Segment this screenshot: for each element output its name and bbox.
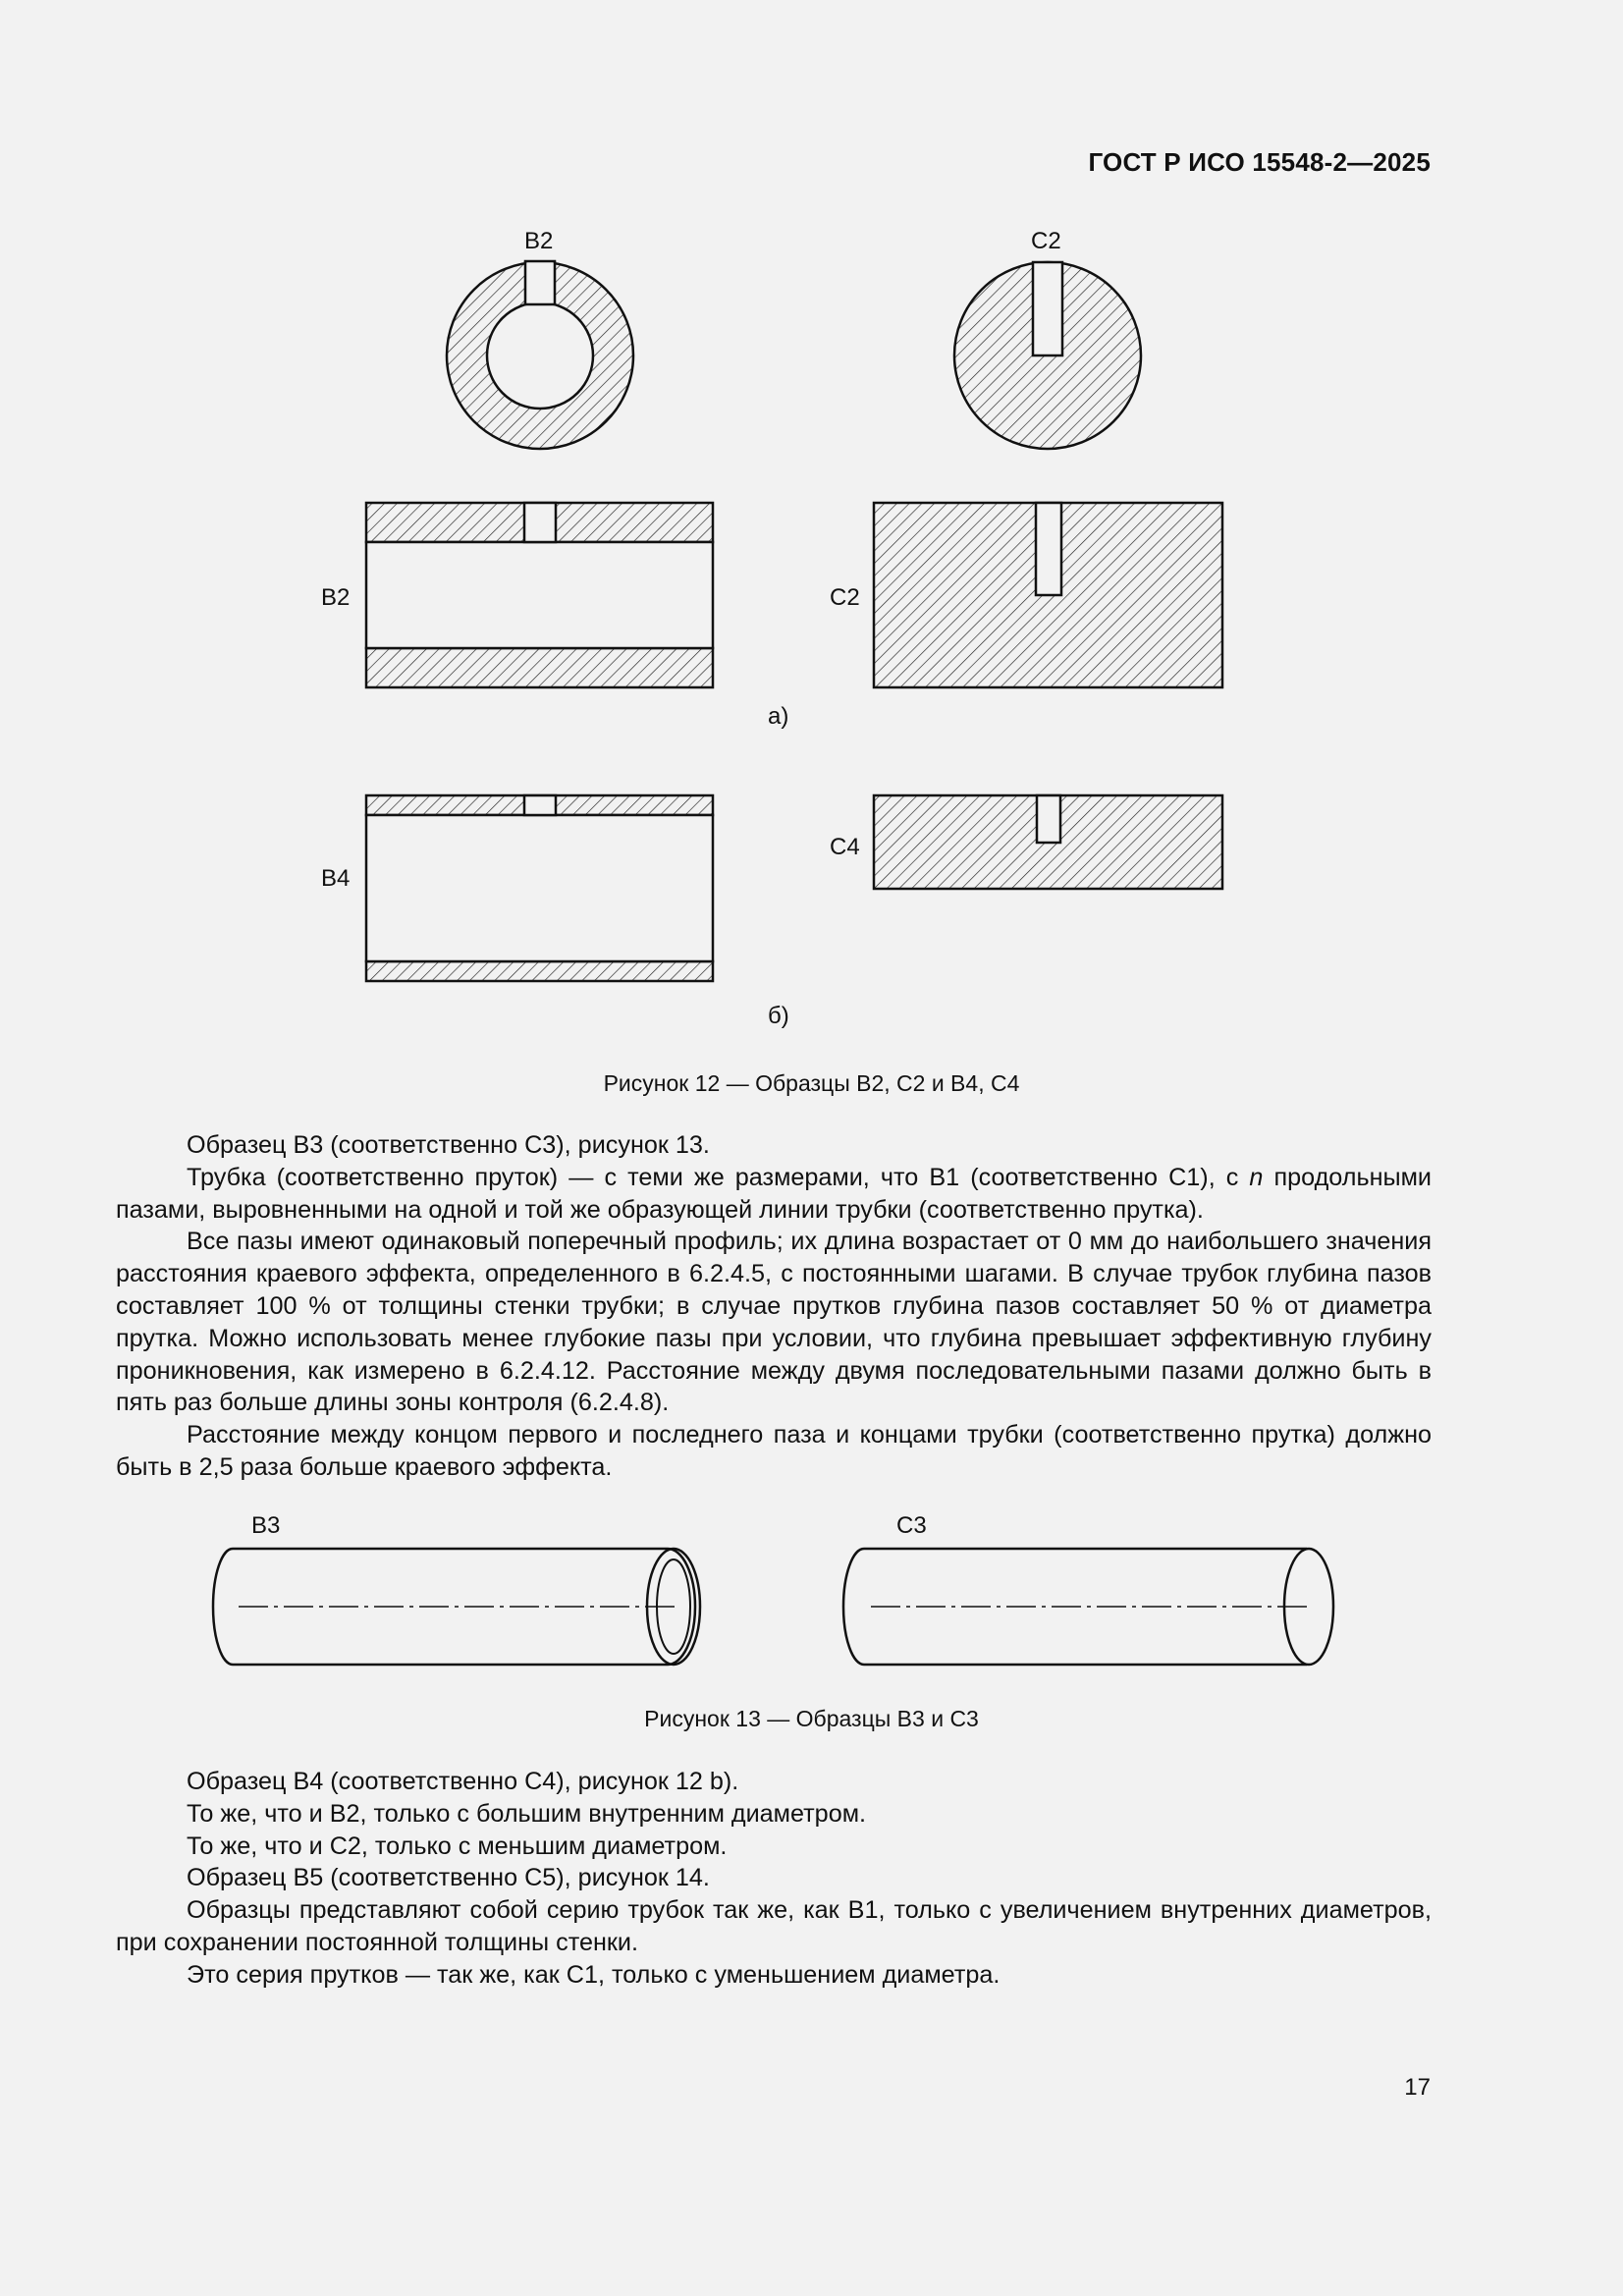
b2-side-view — [366, 503, 713, 687]
paragraph: Это серия прутков — так же, как C1, только с уменьшением диаметра. — [187, 1960, 1001, 1989]
paragraph: Образец B4 (соответственно C4), рисунок 12 b). — [187, 1768, 739, 1795]
c3-rod-drawing — [843, 1549, 1333, 1665]
b4-side-view — [366, 795, 713, 981]
figure-13 — [0, 1542, 1623, 1679]
page-number: 17 — [1404, 2074, 1431, 2101]
c2-cross-section — [954, 262, 1141, 449]
paragraph: То же, что и B2, только с большим внутренним диаметром. — [187, 1799, 867, 1828]
paragraph: Образцы представляют собой серию трубок так же, как B1, только с увеличением внутренних диаметров, при сохранении постоянной толщины стенки. — [116, 1896, 1432, 1956]
paragraph: То же, что и C2, только с меньшим диаметром. — [187, 1831, 728, 1860]
label-b4: B4 — [321, 865, 351, 892]
paragraph: Трубка (соответственно пруток) — с теми же размерами, что B1 (соответственно C1), с n продольными пазами, выровненными на одной и той же образующей линии трубки (соответственно прутка). — [116, 1163, 1432, 1224]
paragraph: Расстояние между концом первого и последнего паза и концами трубки (соответственно прутка) должно быть в 2,5 раза больше краевого эффекта. — [116, 1421, 1432, 1481]
label-c4: C4 — [830, 834, 860, 860]
label-b2-top: B2 — [524, 228, 554, 254]
c4-side-view — [874, 795, 1222, 889]
document-code: ГОСТ Р ИСО 15548-2—2025 — [1088, 147, 1431, 177]
label-c2-top: C2 — [1031, 228, 1061, 254]
body-text-1 — [116, 1129, 1432, 1484]
label-b2-side: B2 — [321, 584, 351, 611]
subfigure-b-label: б) — [768, 1003, 789, 1029]
label-c2-side: C2 — [830, 584, 860, 611]
b3-tube-drawing — [213, 1549, 700, 1665]
figure-12-caption: Рисунок 12 — Образцы B2, C2 и B4, C4 — [603, 1070, 1020, 1096]
body-text-2 — [116, 1766, 1432, 1992]
figure-12 — [0, 0, 1623, 1041]
paragraph: Образец B3 (соответственно C3), рисунок 13. — [187, 1131, 710, 1159]
c2-side-view — [874, 503, 1222, 687]
b2-cross-section — [447, 261, 633, 449]
paragraph: Все пазы имеют одинаковый поперечный профиль; их длина возрастает от 0 мм до наибольшего значения расстояния краевого эффекта, определенного в 6.2.4.5, с постоянными шагами. В случае трубок глубина пазов составляет 100 % от толщины стенки трубки; в случае прутков глубина пазов составляет 50 % от диаметра прутка. Можно использовать менее глубокие пазы при условии, что глубина превышает эффективную глубину проникновения, как измерено в 6.2.4.12. Расстояние между двумя последовательными пазами должно быть в пять раз больше длины зоны контроля (6.2.4.8). — [116, 1228, 1432, 1417]
paragraph: Образец B5 (соответственно C5), рисунок 14. — [187, 1864, 710, 1892]
figure-13-caption: Рисунок 13 — Образцы B3 и C3 — [644, 1706, 979, 1731]
subfigure-a-label: а) — [768, 703, 789, 730]
label-c3: C3 — [896, 1512, 927, 1539]
label-b3: B3 — [251, 1512, 281, 1539]
